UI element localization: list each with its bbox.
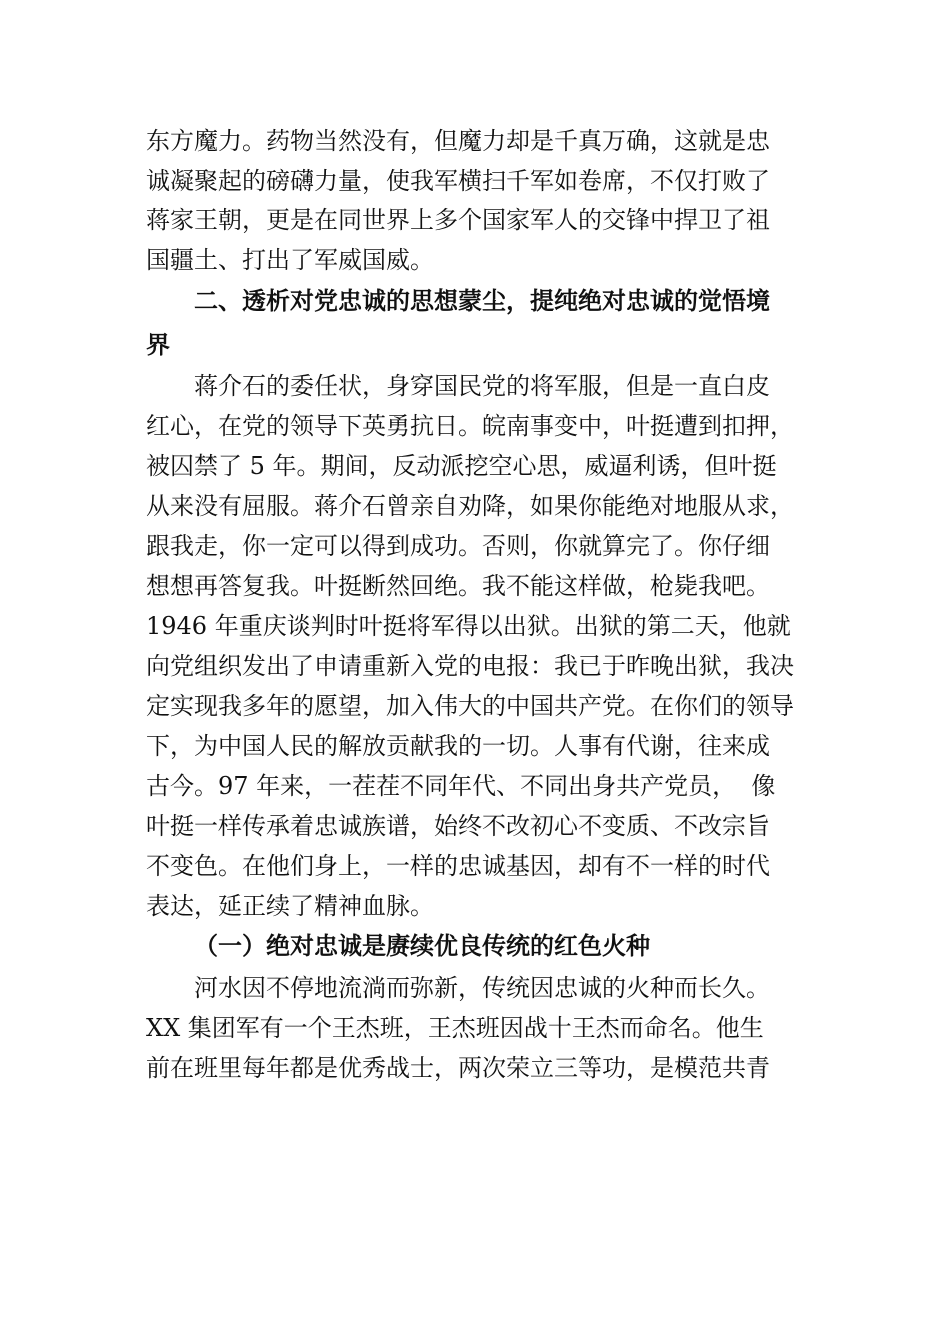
text-line: 不变色。在他们身上，一样的忠诚基因，却有不一样的时代 <box>146 852 770 880</box>
body-line <box>0 200 950 240</box>
text-line: 定实现我多年的愿望，加入伟大的中国共产党。在你们的领导 <box>146 692 794 720</box>
section-heading <box>0 325 950 365</box>
text-line: 蒋介石的委任状，身穿国民党的将军服，但是一直白皮 <box>194 372 770 400</box>
text-line: 被囚禁了 5 年。期间，反动派挖空心思，威逼利诱，但叶挺 <box>146 452 777 480</box>
body-line <box>0 240 950 280</box>
body-line <box>0 566 950 606</box>
body-line <box>0 446 950 486</box>
text-line: 跟我走，你一定可以得到成功。否则，你就算完了。你仔细 <box>146 532 770 560</box>
body-line <box>0 806 950 846</box>
body-line <box>0 161 950 201</box>
text-line: 东方魔力。药物当然没有，但魔力却是千真万确，这就是忠 <box>146 127 770 155</box>
heading-line: 二、透析对党忠诚的思想蒙尘，提纯绝对忠诚的觉悟境 <box>194 286 770 315</box>
text-line: 古今。97 年来，一茬茬不同年代、不同出身共产党员， 像 <box>146 772 776 800</box>
text-line: 前在班里每年都是优秀战士，两次荣立三等功，是模范共青 <box>146 1054 770 1082</box>
body-line <box>0 526 950 566</box>
body-line <box>0 646 950 686</box>
text-line: 蒋家王朝，更是在同世界上多个国家军人的交锋中捍卫了祖 <box>146 206 770 234</box>
text-line: 从来没有屈服。蒋介石曾亲自劝降，如果你能绝对地服从求， <box>146 492 794 520</box>
body-line <box>0 366 950 406</box>
subsection-heading <box>0 926 950 966</box>
body-line <box>0 886 950 926</box>
body-line <box>0 846 950 886</box>
body-line <box>0 406 950 446</box>
text-line: 表达，延正续了精神血脉。 <box>146 892 434 920</box>
text-line: 1946 年重庆谈判时叶挺将军得以出狱。出狱的第二天，他就 <box>146 612 791 640</box>
body-line <box>0 968 950 1008</box>
text-line: 想想再答复我。叶挺断然回绝。我不能这样做，枪毙我吧。 <box>146 572 770 600</box>
body-line <box>0 686 950 726</box>
body-line <box>0 121 950 161</box>
text-line: 向党组织发出了申请重新入党的电报：我已于昨晚出狱，我决 <box>146 652 794 680</box>
text-line: 国疆土、打出了军威国威。 <box>146 246 434 274</box>
section-heading <box>0 281 950 321</box>
text-line: XX 集团军有一个王杰班，王杰班因战十王杰而命名。他生 <box>146 1014 764 1042</box>
body-line <box>0 486 950 526</box>
body-line <box>0 1008 950 1048</box>
body-line <box>0 606 950 646</box>
body-line <box>0 726 950 766</box>
heading-line: 界 <box>146 330 170 359</box>
text-line: 叶挺一样传承着忠诚族谱，始终不改初心不变质、不改宗旨 <box>146 812 770 840</box>
text-line: 河水因不停地流淌而弥新，传统因忠诚的火种而长久。 <box>194 974 770 1002</box>
text-line: 诚凝聚起的磅礴力量，使我军横扫千军如卷席，不仅打败了 <box>146 167 770 195</box>
heading-line: （一）绝对忠诚是赓续优良传统的红色火种 <box>194 931 650 960</box>
text-line: 红心，在党的领导下英勇抗日。皖南事变中，叶挺遭到扣押， <box>146 412 794 440</box>
text-line: 下，为中国人民的解放贡献我的一切。人事有代谢，往来成 <box>146 732 770 760</box>
body-line <box>0 1048 950 1088</box>
body-line <box>0 766 950 806</box>
